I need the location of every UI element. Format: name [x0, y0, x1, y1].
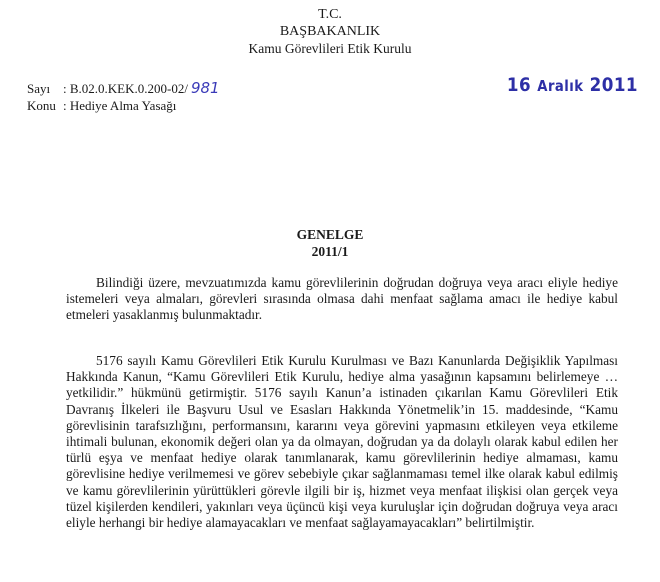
sayi-handwritten-number: 981: [190, 79, 220, 97]
header-tc: T.C.: [318, 7, 342, 22]
sayi-value: : B.02.0.KEK.0.200-02/: [63, 81, 188, 96]
sayi-label: Sayı: [27, 81, 51, 96]
konu-row: [27, 97, 220, 114]
konu-value: : Hediye Alma Yasağı: [63, 98, 177, 113]
date-month: Aralık: [537, 77, 584, 95]
paragraph-2-text: 5176 sayılı Kamu Görevlileri Etik Kurulu Kurulması ve Bazı Kanunlarda Değişiklik Yapılması Hakkında Kanun, “Kamu Görevlileri Etik Kurulu, hediye alma yasağının kapsamını belirlemeye … yetkilidir.” hükmünü getirmiştir. 5176 sayılı Kanun’a istinaden çıkarılan Kamu Görevlileri Etik Davranış İlkeleri ile Başvuru Usul ve Esasları Hakkında Yönetmelik’in 15. maddesinde, “Kamu görevlisinin tarafsızlığını, performansını, kararını veya görevini yapmasını etkileyen veya etkileme ihtimali bulunan, ekonomik değeri olan ya da olmayan, doğrudan ya da dolaylı olarak kabul edilen her türlü eşya ve menfaat hediye olarak tanımlanarak, kamu görevlilerinin hediye almaması, kamu görevlisine hediye verilmemesi ve görev sebebiyle çıkar sağlanmaması temel ilke olarak kabul edilmiş ve kamu görevlilerinin yürüttükleri görevle ilgili bir iş, hizmet veya menfaat ilişkisi olan gerçek veya tüzel kişilerden kendileri, yakınları veya üçüncü kişi veya kuruluşlar için doğrudan doğruya veya aracı eliyle herhangi bir hediye alamayacakları ve menfaat sağlayamayacakları” belirtilmiştir.: [66, 353, 618, 531]
date-day: 16: [506, 74, 532, 96]
document-meta: [27, 80, 220, 114]
date-stamp: [507, 74, 638, 96]
paragraph-2: [66, 353, 618, 531]
sayi-row: [27, 80, 220, 97]
letterhead: [0, 6, 660, 57]
document-title: [0, 226, 660, 260]
header-ministry: BAŞBAKANLIK: [279, 24, 381, 39]
header-organization: Kamu Görevlileri Etik Kurulu: [248, 41, 412, 56]
konu-label: Konu: [27, 98, 56, 113]
title-number: 2011/1: [311, 244, 349, 259]
title-genelge: GENELGE: [296, 227, 364, 242]
paragraph-1: [66, 275, 618, 324]
date-year: 2011: [589, 74, 638, 96]
paragraph-1-text: Bilindiği üzere, mevzuatımızda kamu görevlilerinin doğrudan doğruya veya aracı eliyle hediye istemeleri veya almaları, görevleri sırasında olmasa dahi menfaat sağlama amacı ile hediye kabul etmeleri yasaklanmış bulunmaktadır.: [66, 275, 618, 323]
